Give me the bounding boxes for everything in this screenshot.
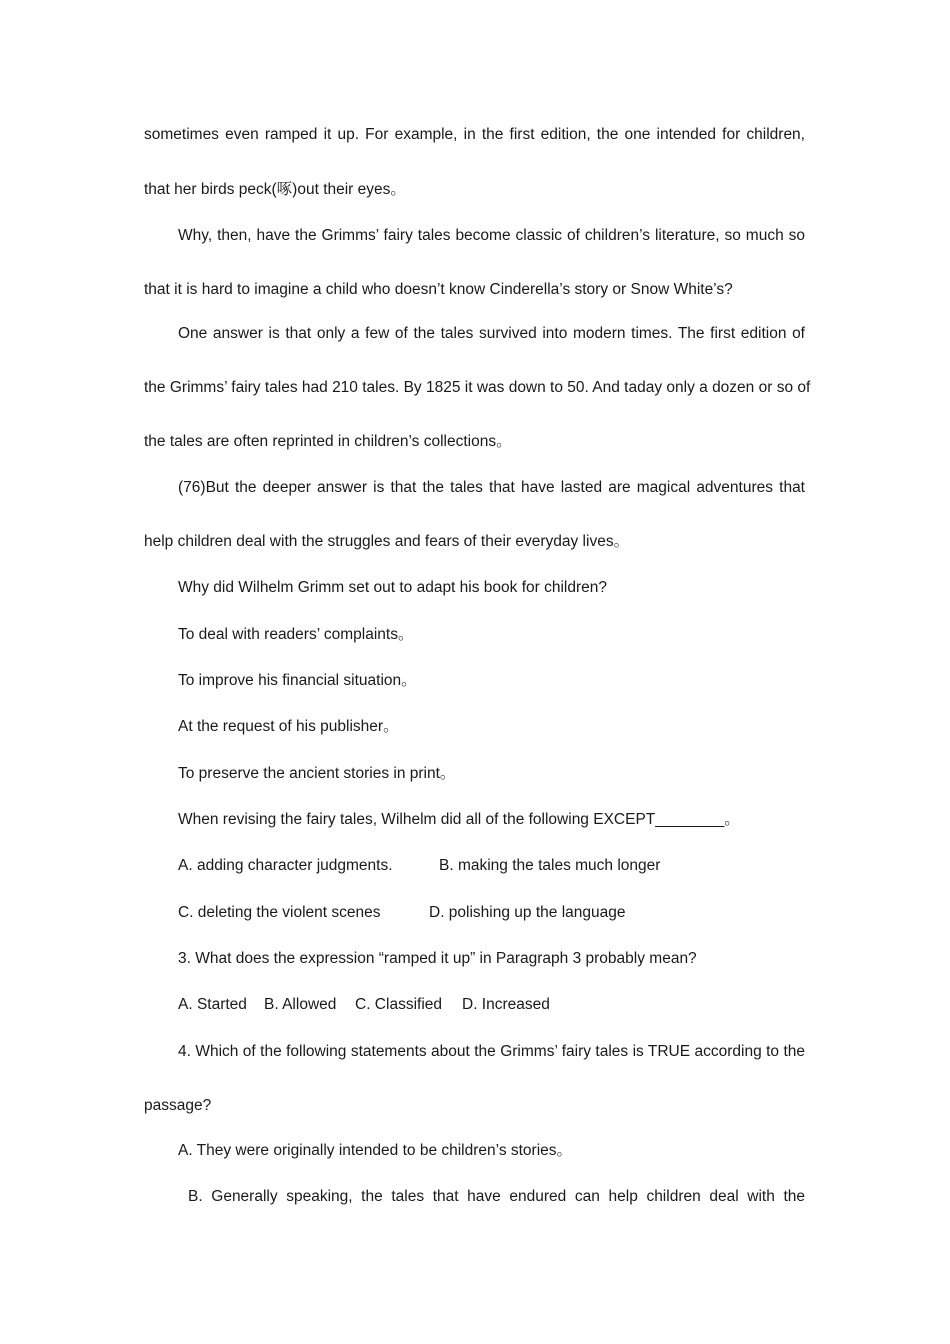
question-2-options-row-2 xyxy=(178,903,805,923)
question-4-option-a: A. They were originally intended to be children’s stories。 xyxy=(178,1142,573,1159)
question-1-stem: Why did Wilhelm Grimm set out to adapt his book for children? xyxy=(178,579,608,596)
paragraph-why-line-2: that it is hard to imagine a child who doesn’t know Cinderella’s story or Snow White’s? xyxy=(144,281,733,298)
question-2-option-a: A. adding character judgments. xyxy=(178,857,393,874)
question-3-option-d: D. Increased xyxy=(462,996,550,1013)
question-4-stem-line-2: passage? xyxy=(144,1097,212,1114)
question-2-option-d: D. polishing up the language xyxy=(429,904,626,921)
question-3-stem: 3. What does the expression “ramped it up” in Paragraph 3 probably mean? xyxy=(178,950,697,967)
question-3-option-a: A. Started xyxy=(178,996,247,1013)
paragraph-answer-line-3: the tales are often reprinted in children’s collections。 xyxy=(144,433,512,450)
question-3-option-b: B. Allowed xyxy=(264,996,337,1013)
question-1-option: To preserve the ancient stories in print。 xyxy=(178,765,456,782)
question-2-stem: When revising the fairy tales, Wilhelm did all of the following EXCEPT________。 xyxy=(178,811,740,828)
question-3-option-c: C. Classified xyxy=(355,996,442,1013)
paragraph-continuation-line-2: that her birds peck(啄)out their eyes。 xyxy=(144,181,406,198)
question-2-options-row-1 xyxy=(178,856,805,876)
paragraph-76-line-1: (76)But the deeper answer is that the tales that have lasted are magical adventures that xyxy=(178,479,805,496)
question-1-option: At the request of his publisher。 xyxy=(178,718,399,735)
question-3-options-row xyxy=(178,995,805,1015)
paragraph-why-line-1: Why, then, have the Grimms’ fairy tales become classic of children’s literature, so much so xyxy=(178,227,805,244)
question-4-stem-line-1: 4. Which of the following statements about the Grimms’ fairy tales is TRUE according to the xyxy=(178,1043,805,1060)
paragraph-76-line-2: help children deal with the struggles and fears of their everyday lives。 xyxy=(144,533,630,550)
question-1-option: To improve his financial situation。 xyxy=(178,672,417,689)
paragraph-answer-line-1: One answer is that only a few of the tales survived into modern times. The first edition of xyxy=(178,325,805,342)
question-1-option: To deal with readers’ complaints。 xyxy=(178,626,414,643)
paragraph-continuation-line-1: sometimes even ramped it up. For example, in the first edition, the one intended for children, xyxy=(144,126,805,143)
question-2-option-b: B. making the tales much longer xyxy=(439,857,661,874)
paragraph-answer-line-2: the Grimms’ fairy tales had 210 tales. By 1825 it was down to 50. And taday only a dozen or so of xyxy=(144,379,811,396)
question-4-option-b-line-1: B. Generally speaking, the tales that have endured can help children deal with the xyxy=(188,1188,805,1205)
question-2-option-c: C. deleting the violent scenes xyxy=(178,904,381,921)
